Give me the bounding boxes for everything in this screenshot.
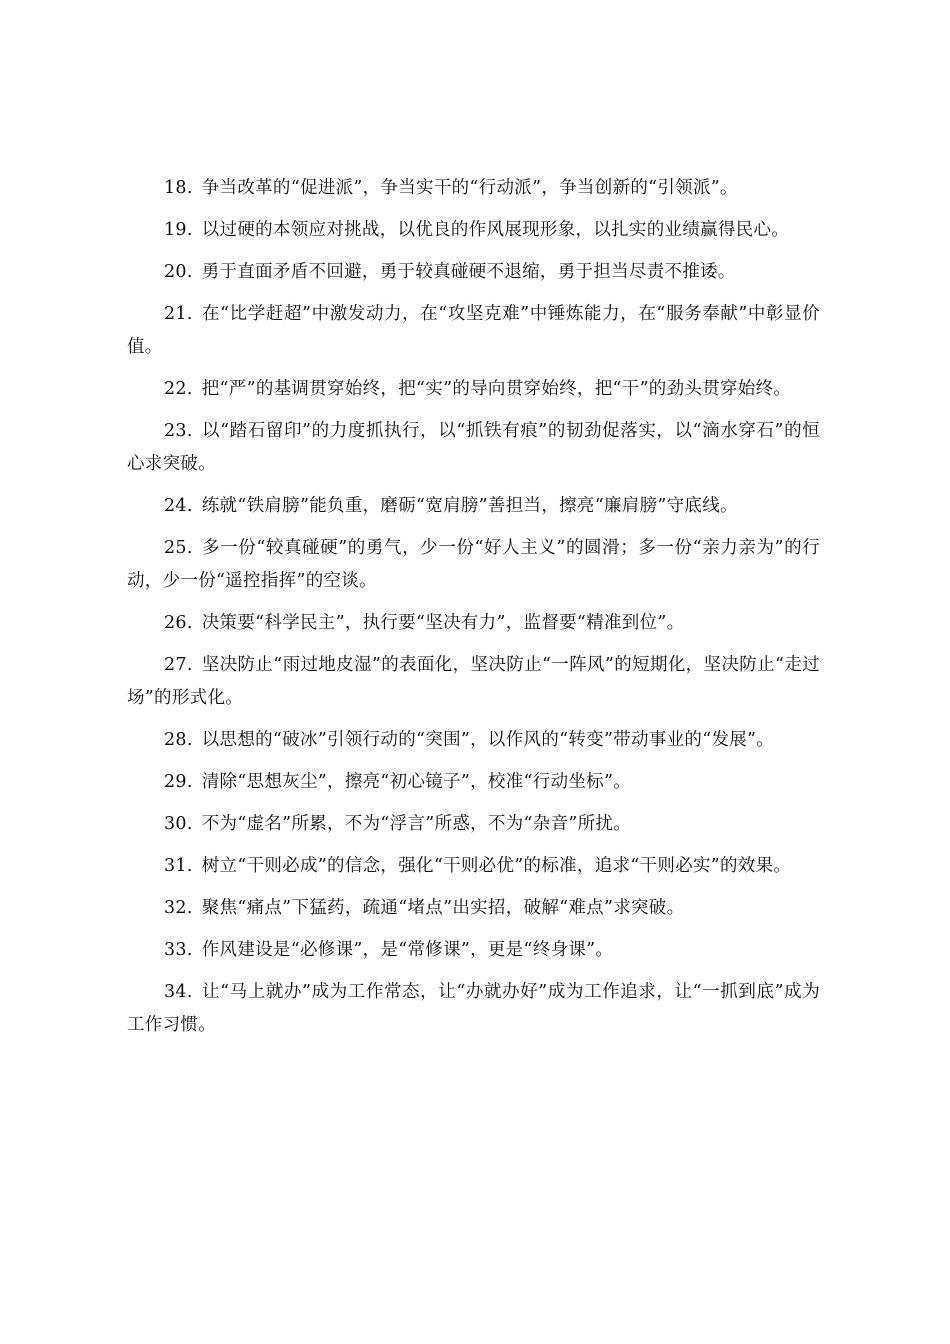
list-item — [127, 649, 820, 715]
item-text: 决策要“科学民主”，执行要“坚决有力”，监督要“精准到位”。 — [201, 613, 685, 633]
list-item — [127, 934, 820, 967]
list-item — [127, 766, 820, 799]
item-number: 21. — [164, 304, 193, 324]
list-item — [127, 256, 820, 289]
item-text: 树立“干则必成”的信念，强化“干则必优”的标准，追求“干则必实”的效果。 — [201, 856, 792, 876]
item-number: 26. — [164, 613, 193, 633]
item-number: 19. — [164, 220, 193, 240]
item-number: 24. — [164, 496, 193, 516]
list-item — [127, 415, 820, 481]
item-text: 不为“虚名”所累，不为“浮言”所惑，不为“杂音”所扰。 — [201, 814, 632, 834]
item-number: 32. — [164, 898, 193, 918]
list-item — [127, 490, 820, 523]
list-item — [127, 976, 820, 1042]
item-text: 聚焦“痛点”下猛药，疏通“堵点”出实招，破解“难点”求突破。 — [201, 898, 685, 918]
list-item — [127, 532, 820, 598]
list-item — [127, 808, 820, 841]
list-item — [127, 214, 820, 247]
list-item — [127, 298, 820, 364]
item-number: 25. — [164, 538, 193, 558]
document-page — [127, 172, 820, 1051]
item-number: 29. — [164, 772, 193, 792]
item-number: 22. — [164, 379, 193, 399]
item-text: 作风建设是“必修课”，是“常修课”，更是“终身课”。 — [201, 940, 614, 960]
item-number: 31. — [164, 856, 193, 876]
item-number: 23. — [164, 421, 193, 441]
item-number: 34. — [164, 982, 193, 1002]
item-number: 18. — [164, 178, 193, 198]
list-item — [127, 850, 820, 883]
item-number: 27. — [164, 655, 193, 675]
item-number: 30. — [164, 814, 193, 834]
item-text: 争当改革的“促进派”，争当实干的“行动派”，争当创新的“引领派”。 — [201, 178, 738, 198]
item-text: 以过硬的本领应对挑战，以优良的作风展现形象，以扎实的业绩赢得民心。 — [201, 220, 790, 240]
item-text: 在“比学赶超”中激发动力，在“攻坚克难”中锤炼能力，在“服务奉献”中彰显价值。 — [127, 304, 820, 357]
list-item — [127, 373, 820, 406]
list-item — [127, 607, 820, 640]
item-text: 清除“思想灰尘”，擦亮“初心镜子”，校准“行动坐标”。 — [201, 772, 632, 792]
item-text: 把“严”的基调贯穿始终，把“实”的导向贯穿始终，把“干”的劲头贯穿始终。 — [201, 379, 792, 399]
item-text: 让“马上就办”成为工作常态，让“办就办好”成为工作追求，让“一抓到底”成为工作习惯。 — [127, 982, 820, 1035]
item-text: 以“踏石留印”的力度抓执行，以“抓铁有痕”的韧劲促落实，以“滴水穿石”的恒心求突破。 — [127, 421, 820, 474]
item-number: 28. — [164, 730, 193, 750]
list-item — [127, 172, 820, 205]
list-item — [127, 892, 820, 925]
list-item — [127, 724, 820, 757]
item-text: 练就“铁肩膀”能负重，磨砺“宽肩膀”善担当，擦亮“廉肩膀”守底线。 — [201, 496, 738, 516]
item-number: 33. — [164, 940, 193, 960]
item-text: 勇于直面矛盾不回避，勇于较真碰硬不退缩，勇于担当尽责不推诿。 — [201, 262, 736, 282]
item-text: 以思想的“破冰”引领行动的“突围”，以作风的“转变”带动事业的“发展”。 — [201, 730, 775, 750]
item-number: 20. — [164, 262, 193, 282]
item-text: 多一份“较真碰硬”的勇气，少一份“好人主义”的圆滑；多一份“亲力亲为”的行动，少一份“遥控指挥”的空谈。 — [127, 538, 820, 591]
item-text: 坚决防止“雨过地皮湿”的表面化，坚决防止“一阵风”的短期化，坚决防止“走过场”的形式化。 — [127, 655, 820, 708]
